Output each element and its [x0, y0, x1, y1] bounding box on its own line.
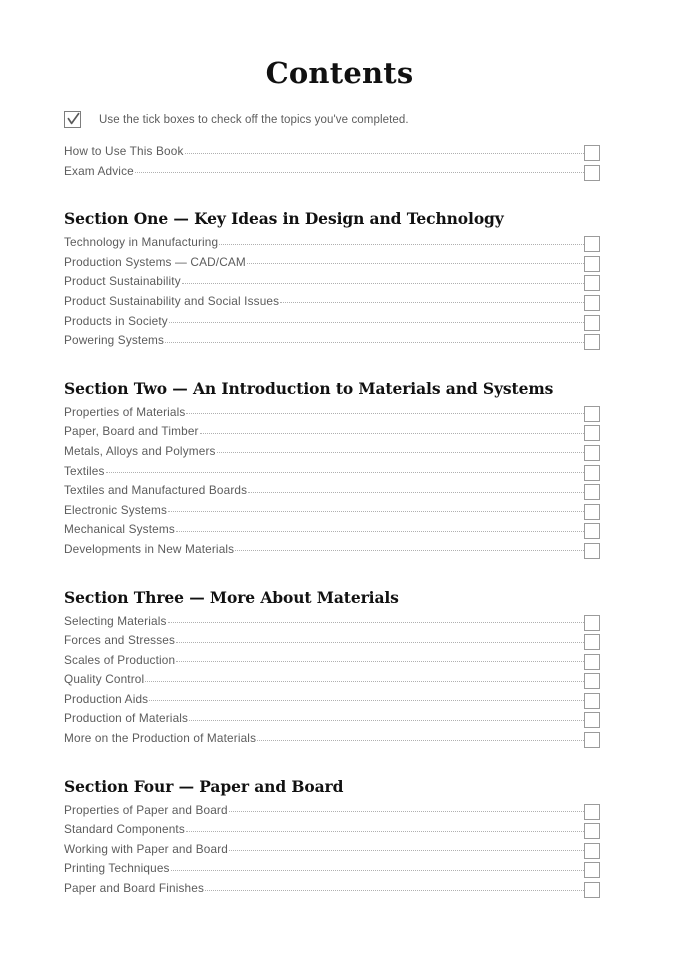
dot-leader	[168, 510, 586, 512]
toc-entry-title: Textiles and Manufactured Boards	[64, 483, 248, 498]
topic-tick-box[interactable]	[584, 425, 600, 441]
toc-entry-title: Product Sustainability and Social Issues	[64, 293, 280, 308]
topic-tick-box[interactable]	[584, 484, 600, 500]
toc-entry-row	[64, 861, 600, 881]
toc-entry-row	[64, 711, 600, 731]
toc-entry-row	[64, 294, 600, 314]
topic-tick-box[interactable]	[584, 862, 600, 878]
dot-leader	[186, 412, 585, 414]
toc-entry-title: Selecting Materials	[64, 613, 167, 628]
toc-entry-title: Mechanical Systems	[64, 522, 175, 537]
toc-entry[interactable]	[0, 294, 679, 314]
toc-entry-row	[64, 842, 600, 862]
dot-leader	[176, 660, 585, 662]
toc-entry-title: Textiles	[64, 463, 105, 478]
toc-entry-title: Technology in Manufacturing	[64, 235, 219, 250]
toc-entry[interactable]	[0, 614, 679, 634]
topic-tick-box[interactable]	[584, 732, 600, 748]
dot-leader	[280, 301, 592, 303]
toc-entry-row	[64, 522, 600, 542]
toc-entry-title: Paper and Board Finishes	[64, 881, 205, 896]
topic-tick-box[interactable]	[584, 523, 600, 539]
toc-entry[interactable]	[0, 731, 679, 751]
toc-entry[interactable]	[0, 672, 679, 692]
toc-section-group	[0, 777, 679, 901]
toc-entry[interactable]	[0, 255, 679, 275]
toc-entry-row	[64, 444, 600, 464]
dot-leader	[106, 471, 586, 473]
toc-entry-row	[64, 503, 600, 523]
toc-entry-title: Metals, Alloys and Polymers	[64, 443, 216, 458]
toc-entry-title: Standard Components	[64, 822, 185, 837]
section-heading: Section Four — Paper and Board	[64, 776, 344, 796]
toc-entry-row	[64, 144, 600, 164]
toc-entry-title: Quality Control	[64, 672, 145, 687]
dot-leader	[171, 869, 586, 871]
toc-entry[interactable]	[0, 522, 679, 542]
toc-entry-title: Properties of Materials	[64, 404, 186, 419]
dot-leader	[229, 810, 586, 812]
toc-entry[interactable]	[0, 314, 679, 334]
dot-leader	[186, 830, 586, 832]
dot-leader	[247, 262, 592, 264]
toc-entry-row	[64, 542, 600, 562]
toc-section-group	[0, 379, 679, 562]
toc-entry[interactable]	[0, 424, 679, 444]
toc-entry-title: Working with Paper and Board	[64, 841, 228, 856]
instruction-text: Use the tick boxes to check off the topics you've completed.	[99, 113, 409, 126]
topic-tick-box[interactable]	[584, 236, 600, 252]
toc-entry-title: Developments in New Materials	[64, 541, 235, 556]
toc-entry-row	[64, 274, 600, 294]
dot-leader	[168, 621, 586, 623]
toc-entry-row	[64, 633, 600, 653]
toc-entry[interactable]	[0, 842, 679, 862]
topic-tick-box[interactable]	[584, 543, 600, 559]
topic-tick-box[interactable]	[584, 654, 600, 670]
toc-entry-row	[64, 255, 600, 275]
dot-leader	[248, 491, 585, 493]
dot-leader	[135, 171, 592, 173]
toc-entry[interactable]	[0, 444, 679, 464]
topic-tick-box[interactable]	[584, 634, 600, 650]
toc-entry[interactable]	[0, 803, 679, 823]
topic-tick-box[interactable]	[584, 882, 600, 898]
dot-leader	[205, 889, 586, 891]
toc-entry-title: Powering Systems	[64, 333, 165, 348]
topic-tick-box[interactable]	[584, 843, 600, 859]
toc-entry[interactable]	[0, 483, 679, 503]
page-title: Contents	[265, 56, 414, 90]
dot-leader	[229, 849, 586, 851]
toc-entry-row	[64, 333, 600, 353]
toc-entry[interactable]	[0, 711, 679, 731]
dot-leader	[217, 451, 586, 453]
toc-entry-title: Product Sustainability	[64, 274, 181, 289]
toc-entry-title: Electronic Systems	[64, 502, 168, 517]
dot-leader	[165, 341, 585, 343]
toc-entry-row	[64, 614, 600, 634]
toc-entry[interactable]	[0, 692, 679, 712]
toc-entry-row	[64, 803, 600, 823]
dot-leader	[219, 243, 592, 245]
dot-leader	[189, 719, 585, 721]
toc-entry[interactable]	[0, 464, 679, 484]
dot-leader	[235, 549, 585, 551]
toc-entry-row	[64, 164, 600, 184]
toc-entry-row	[64, 483, 600, 503]
section-heading: Section One — Key Ideas in Design and Technology	[64, 209, 504, 229]
section-heading: Section Three — More About Materials	[64, 587, 399, 607]
topic-tick-box[interactable]	[584, 406, 600, 422]
toc-entry-row	[64, 424, 600, 444]
topic-tick-box[interactable]	[584, 504, 600, 520]
topic-tick-box[interactable]	[584, 712, 600, 728]
topic-tick-box[interactable]	[584, 693, 600, 709]
toc-entry-title: Printing Techniques	[64, 861, 170, 876]
dot-leader	[176, 530, 586, 532]
toc-entry[interactable]	[0, 881, 679, 901]
toc-entry[interactable]	[0, 333, 679, 353]
toc-entry-title: Production Systems — CAD/CAM	[64, 254, 246, 269]
topic-tick-box[interactable]	[584, 615, 600, 631]
dot-leader	[185, 152, 593, 154]
toc-entry-title: Scales of Production	[64, 652, 176, 667]
toc-entry[interactable]	[0, 274, 679, 294]
dot-leader	[149, 699, 585, 701]
toc-entry-title: Forces and Stresses	[64, 633, 176, 648]
checked-tick-box-icon	[64, 111, 81, 128]
toc-entry[interactable]	[0, 235, 679, 255]
toc-section-group	[0, 588, 679, 751]
section-heading: Section Two — An Introduction to Materials and Systems	[64, 378, 554, 398]
toc-section-group	[0, 209, 679, 353]
toc-entry[interactable]	[0, 633, 679, 653]
dot-leader	[169, 321, 587, 323]
table-of-contents	[0, 144, 679, 901]
toc-intro-group	[0, 144, 679, 183]
topic-tick-box[interactable]	[584, 256, 600, 272]
toc-entry-title: Paper, Board and Timber	[64, 424, 199, 439]
toc-entry-title: How to Use This Book	[64, 144, 184, 158]
toc-entry-row	[64, 672, 600, 692]
topic-tick-box[interactable]	[584, 445, 600, 461]
topic-tick-box[interactable]	[584, 315, 600, 331]
topic-tick-box[interactable]	[584, 275, 600, 291]
toc-entry-row	[64, 881, 600, 901]
toc-entry-row	[64, 731, 600, 751]
topic-tick-box[interactable]	[584, 804, 600, 820]
dot-leader	[257, 739, 585, 741]
dot-leader	[182, 282, 593, 284]
dot-leader	[145, 680, 585, 682]
toc-entry-title: Products in Society	[64, 313, 168, 328]
toc-entry-row	[64, 235, 600, 255]
toc-entry-row	[64, 822, 600, 842]
toc-entry-title: Production Aids	[64, 691, 149, 706]
toc-entry[interactable]	[0, 822, 679, 842]
topic-tick-box[interactable]	[584, 165, 600, 181]
toc-entry-row	[64, 314, 600, 334]
topic-tick-box[interactable]	[584, 465, 600, 481]
toc-entry-row	[64, 405, 600, 425]
topic-tick-box[interactable]	[584, 673, 600, 689]
topic-tick-box[interactable]	[584, 823, 600, 839]
toc-entry-title: Exam Advice	[64, 163, 134, 178]
toc-entry[interactable]	[0, 542, 679, 562]
toc-entry-row	[64, 692, 600, 712]
topic-tick-box[interactable]	[584, 145, 600, 161]
toc-entry-title: More on the Production of Materials	[64, 731, 257, 746]
toc-entry-title: Production of Materials	[64, 711, 189, 726]
toc-entry[interactable]	[0, 653, 679, 673]
dot-leader	[176, 641, 586, 643]
toc-entry-title: Properties of Paper and Board	[64, 802, 228, 817]
toc-entry[interactable]	[0, 144, 679, 164]
toc-entry-row	[64, 464, 600, 484]
toc-entry[interactable]	[0, 503, 679, 523]
topic-tick-box[interactable]	[584, 334, 600, 350]
toc-entry-row	[64, 653, 600, 673]
topic-tick-box[interactable]	[584, 295, 600, 311]
toc-entry[interactable]	[0, 405, 679, 425]
dot-leader	[200, 432, 586, 434]
toc-entry[interactable]	[0, 861, 679, 881]
instruction-note	[64, 111, 679, 128]
toc-entry[interactable]	[0, 164, 679, 184]
